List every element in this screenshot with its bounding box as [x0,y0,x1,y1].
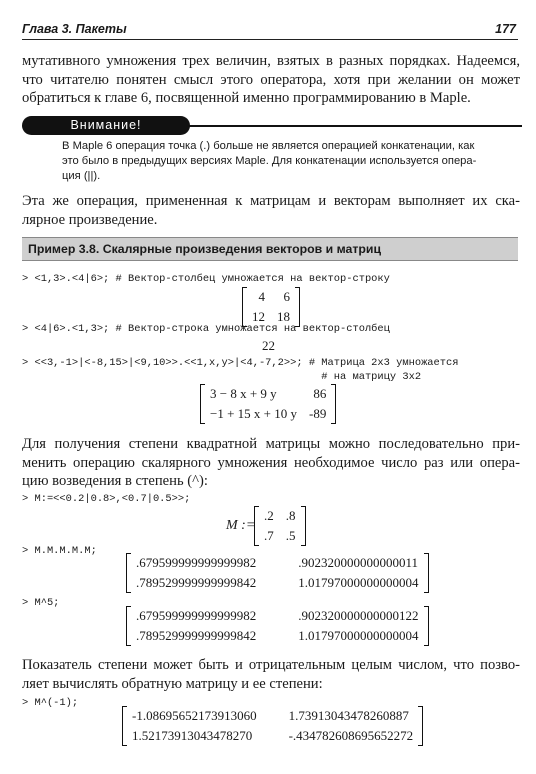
example-title-bar [22,237,518,261]
warning-line: ция (||). [62,170,101,182]
code-line-3b: # на матрицу 3x2 [22,371,422,383]
matrix-cell: 1.73913043478260887 [288,708,409,723]
matrix-cell: -89 [309,406,327,421]
code-line-inverse: > M^(-1); [22,697,79,709]
warning-label: Внимание! [22,116,190,135]
paragraph-line: Для получения степени квадратной матрицы можно последовательно при- [22,436,520,452]
matrix-cell: 1.01797000000000004 [298,575,419,590]
matrix-inverse [122,706,423,750]
matrix-cell: 4 [258,289,265,304]
matrix-cell: .789529999999999842 [136,628,257,643]
page-header [22,21,518,40]
warning-line: это было в предыдущих версиях Maple. Для конкатенации используется опера- [62,155,477,167]
matrix-cell: -1.08695652173913060 [132,708,257,723]
matrix-cell: 1.52173913043478270 [132,728,253,743]
code-line-2: > <4|6>.<1,3>; # Вектор-строка умножается на вектор-столбец [22,323,390,335]
result-matrix-3 [200,384,336,428]
matrix-cell: .679599999999999982 [136,608,257,623]
matrix-cell: 86 [313,386,327,401]
matrix-cell: .8 [285,508,296,523]
paragraph-line: цию возведения в степень (^): [22,473,208,489]
paragraph-line: Показатель степени может быть и отрицательным целым числом, что позво- [22,657,520,673]
matrix-cell: .7 [264,528,274,543]
matrix-cell: 6 [283,289,290,304]
paragraph-line: что читателю понятен смысл этого оператора, хотя при желании он может [22,71,520,88]
matrix-label: M := [226,518,256,533]
matrix-cell: .902320000000000122 [298,608,419,623]
matrix-cell: 18 [277,309,290,324]
code-line-3a: > <<3,-1>|<-8,15>|<9,10>>.<<1,x,y>|<4,-7,2>>; # Матрица 2x3 умножается [22,357,459,369]
matrix-cell: .2 [264,508,274,523]
matrix-cell: .789529999999999842 [136,575,257,590]
code-line-mmmmm: > M.M.M.M.M; [22,545,97,557]
paragraph-line: Эта же операция, примененная к матрицам и векторам выполняет их ска- [22,193,520,209]
matrix-cell: .902320000000000011 [298,555,419,570]
matrix-cell: 3 − 8 x + 9 y [210,386,277,401]
matrix-cell: .679599999999999982 [136,555,257,570]
paragraph-line: менить операцию скалярного умножения необходимое число раз или опера- [22,454,520,471]
matrix-cell: .5 [285,528,296,543]
code-line-m5: > M^5; [22,597,60,609]
result-scalar: 22 [262,338,275,353]
paragraph-line: мутативного умножения трех величин, взятых в разных порядках. Надеемся, [22,53,520,69]
matrix-cell: 12 [252,309,265,324]
warning-text [62,139,518,184]
matrix-m [254,506,306,550]
matrix-cell: −1 + 15 x + 10 y [210,406,297,421]
matrix-cell: 1.01797000000000004 [298,628,419,643]
paragraph-power [22,435,520,491]
paragraph-intro [22,52,520,108]
paragraph-scalar [22,192,520,229]
page-number: 177 [495,22,516,36]
paragraph-line: лярное произведение. [22,211,158,228]
matrix-cell: -.434782608695652272 [288,728,414,743]
code-line-m: > M:=<<0.2|0.8>,<0.7|0.5>>; [22,493,191,505]
chapter-title: Глава 3. Пакеты [22,22,127,36]
warning-rule [186,125,522,127]
example-title: Пример 3.8. Скалярные произведения векторов и матриц [28,242,382,256]
paragraph-inverse [22,656,520,693]
paragraph-line: обратиться к главе 6, посвященной именно программированию в Maple. [22,90,471,106]
code-line-1: > <1,3>.<4|6>; # Вектор-столбец умножается на вектор-строку [22,273,390,285]
warning-line: В Maple 6 операция точка (.) больше не является операцией конкатенации, как [62,140,475,152]
paragraph-line: ляет вычислять обратную матрицу и ее степени: [22,675,323,692]
matrix-m5-power [126,606,429,650]
matrix-m5-product [126,553,429,597]
